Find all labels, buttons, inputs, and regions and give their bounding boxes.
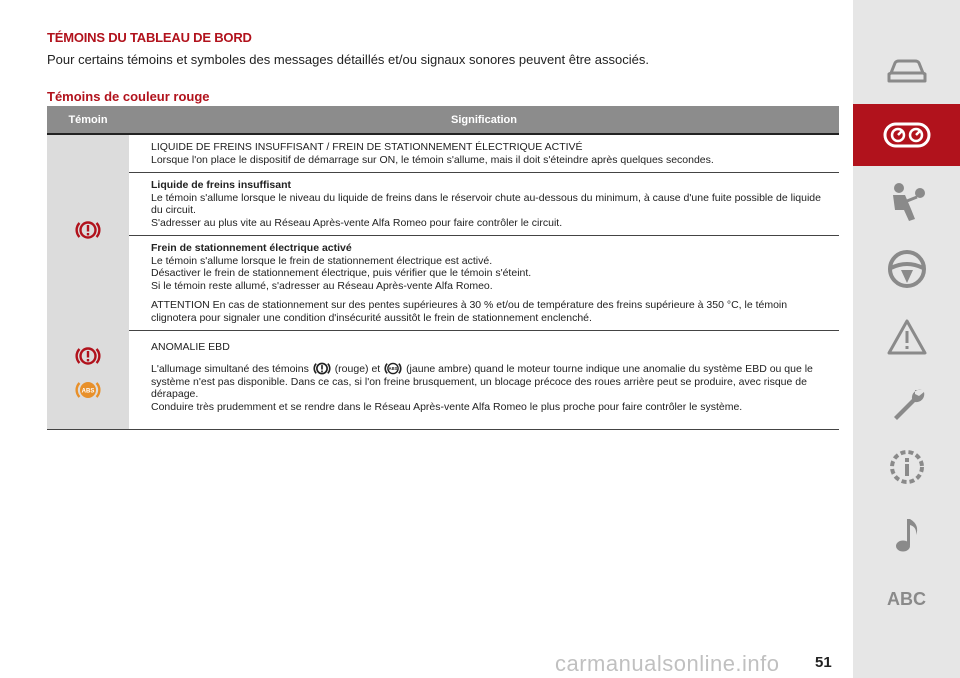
section-title: Témoins de couleur rouge [47,89,210,104]
nav-index[interactable] [853,568,960,630]
index-abc-label: ABC [887,588,926,609]
header-temoin: Témoin [47,106,129,134]
nav-dashboard[interactable] [853,104,960,166]
abs-label: ABS [388,365,398,371]
watermark: carmanualsonline.info [555,651,780,676]
info-gear-icon [885,445,929,489]
brake-warning-icon [313,361,331,376]
warning-lights-table [47,106,839,430]
icon-cell [47,134,129,331]
row-text-part: Conduire très prudemment et se rendre dans le Réseau Après-vente Alfa Romeo le plus proche pour faire contrôler le système. [151,400,743,413]
nav-safety[interactable] [853,170,960,232]
page-title: TÉMOINS DU TABLEAU DE BORD [47,30,252,45]
nav-vehicle[interactable] [853,40,960,102]
wrench-icon [886,382,928,424]
car-icon [885,57,929,85]
intro-text: Pour certains témoins et symboles des messages détaillés et/ou signaux sonores peuvent être associés. [47,52,649,67]
abs-warning-icon [75,379,101,401]
row-brake-fluid-low [129,173,839,236]
row-ebd-failure [129,331,839,430]
chapter-sidebar [853,0,960,678]
row-text: Lorsque l'on place le dispositif de démarrage sur ON, le témoin s'allume, mais il doit s'éteindre après quelques secondes. [151,153,714,166]
row-parking-brake [129,236,839,331]
abs-warning-icon [384,361,402,376]
row-brake-fluid-overview [129,134,839,173]
row-text: Désactiver le frein de stationnement électrique, puis vérifier que le témoin s'éteint. [151,267,532,279]
icon-cell [47,331,129,430]
brake-warning-icon [75,345,101,367]
main-content [47,30,839,430]
row-heading: Liquide de freins insuffisant [151,179,292,191]
row-text: Le témoin s'allume lorsque le niveau du liquide de freins dans le réservoir chute au-dessous du minimum, à cause d'une fuite possible de liquide du circuit. [151,191,821,216]
nav-technical-data[interactable] [853,436,960,498]
table-row [47,134,839,173]
row-text-part: L'allumage simultané des témoins [151,362,309,375]
warning-triangle-icon [885,317,929,357]
header-signification: Signification [129,106,839,134]
row-text: S'adresser au plus vite au Réseau Après-vente Alfa Romeo pour faire contrôler le circuit. [151,216,563,229]
table-row [47,236,839,331]
nav-emergency[interactable] [853,306,960,368]
row-text-part: (jaune ambre) quand le moteur tourne indique une anomalie du système EBD ou que le système n'est pas disponible. Dans ce cas, si l'on freine brusquement, un blocage précoce des roues arrière peut se produire, avec risque de dérapage. [151,362,813,400]
nav-driving[interactable] [853,238,960,300]
row-heading: LIQUIDE DE FREINS INSUFFISANT / FREIN DE STATIONNEMENT ÉLECTRIQUE ACTIVÉ [151,141,583,153]
music-note-icon [890,515,924,555]
dashboard-gauges-icon [882,121,932,149]
steering-wheel-icon [886,248,928,290]
row-text: Le témoin s'allume lorsque le frein de stationnement électrique est activé. [151,254,493,267]
table-row [47,331,839,430]
page-number: 51 [815,654,832,671]
attention-note: ATTENTION En cas de stationnement sur des pentes supérieures à 30 % et/ou de température des freins supérieure à 350 °C, le témoin clignotera pour signaler une condition d'insécurité aussitôt le frein de stationnement enclenché. [151,299,788,324]
row-text [151,361,835,414]
row-text-part: (rouge) et [334,362,381,375]
brake-warning-icon [75,219,101,241]
row-heading: ANOMALIE EBD [151,341,230,353]
table-row [47,173,839,236]
nav-multimedia[interactable] [853,504,960,566]
nav-maintenance[interactable] [853,372,960,434]
abs-label: ABS [81,387,95,394]
row-heading: Frein de stationnement électrique activé [151,242,352,254]
row-text: Si le témoin reste allumé, s'adresser au Réseau Après-vente Alfa Romeo. [151,279,493,292]
seat-airbag-icon [885,179,929,223]
